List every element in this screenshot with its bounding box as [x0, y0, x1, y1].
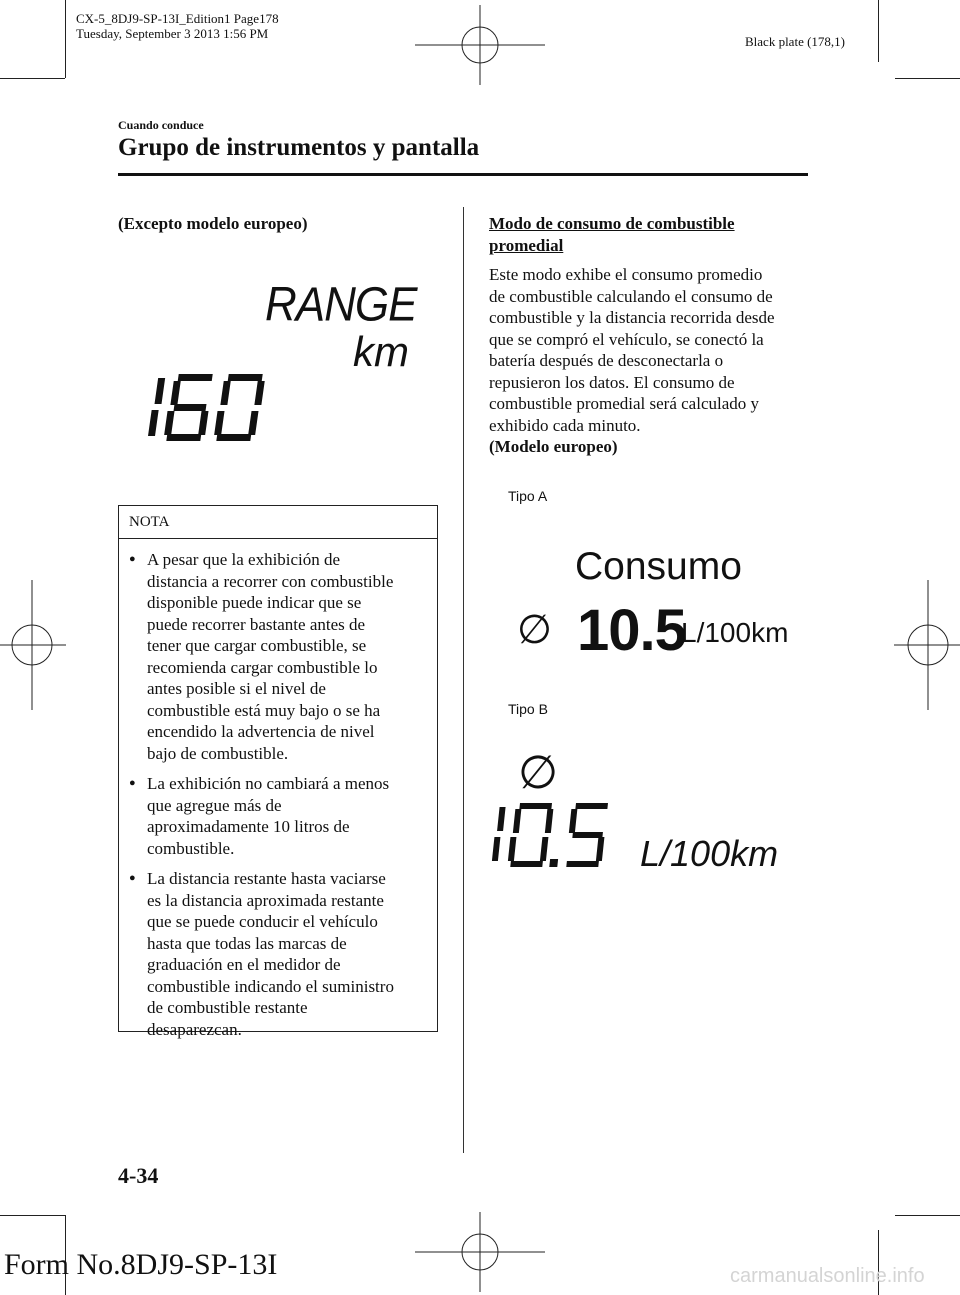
- registration-target-bottom: [415, 1212, 545, 1292]
- type-a-figure: [505, 545, 805, 675]
- type-b-value-segments: [490, 803, 640, 869]
- nota-box: [118, 505, 438, 1039]
- average-symbol-icon: ∅: [517, 608, 552, 652]
- nota-item: ● La exhibición no cambiará a menos que agregue más de aproximadamente 10 litros de combustible.: [129, 774, 390, 858]
- page-title: Grupo de instrumentos y pantalla: [118, 134, 480, 161]
- range-display-figure: [145, 277, 425, 455]
- left-heading: (Excepto modelo europeo): [118, 214, 308, 233]
- page-number: 4-34: [118, 1163, 159, 1188]
- type-a-label: Tipo A: [508, 488, 548, 504]
- right-paragraph: Este modo exhibe el consumo promedio de combustible calculando el consumo de combustible y la distancia recorrida desde que se compró el vehículo, se conectó la batería después de desconectarla o repusieron los datos. El consumo de combustible promedial será calculado y exhibido cada minuto. (Modelo europeo): [489, 265, 775, 456]
- average-symbol-icon: ∅: [518, 746, 559, 798]
- range-label: RANGE: [265, 277, 417, 332]
- column-divider: [463, 207, 464, 1153]
- plate-info: Black plate (178,1): [745, 34, 845, 49]
- registration-target-top: [415, 5, 545, 85]
- doc-info: [76, 11, 279, 41]
- nota-item: ● A pesar que la exhibición de distancia a recorrer con combustible disponible puede indicar que se puede recorrer bastante antes de tener que cargar combustible, se recomienda cargar combustible lo antes posible si el nivel de combustible está muy bajo o se ha encendido la advertencia de nivel bajo de combustible.: [129, 550, 394, 763]
- form-number: Form No.8DJ9-SP-13I: [4, 1248, 278, 1281]
- title-rule: [118, 173, 808, 176]
- range-value-segments: [145, 372, 275, 444]
- doc-info-line2: Tuesday, September 3 2013 1:56 PM: [76, 26, 269, 41]
- right-heading: Modo de consumo de combustible promedial: [489, 214, 735, 255]
- doc-info-line1: CX-5_8DJ9-SP-13I_Edition1 Page178: [76, 11, 279, 26]
- bullet-icon: ●: [129, 553, 136, 565]
- type-a-unit: L/100km: [681, 617, 789, 648]
- bullet-icon: ●: [129, 872, 136, 884]
- consumo-label: Consumo: [575, 545, 742, 588]
- type-b-figure: [490, 745, 800, 875]
- type-b-unit: L/100km: [640, 833, 779, 874]
- nota-list: [119, 549, 437, 1040]
- registration-target-left: [0, 580, 66, 710]
- type-b-label: Tipo B: [508, 701, 548, 717]
- type-a-value: 10.5: [577, 598, 686, 663]
- bullet-icon: ●: [129, 777, 136, 789]
- nota-item: ● La distancia restante hasta vaciarse es la distancia aproximada restante que se puede conducir el vehículo hasta que todas las marcas de graduación en el medidor de combustible indicando el suministro de combustible restante desaparezcan.: [129, 869, 394, 1039]
- section-label: Cuando conduce: [118, 118, 204, 132]
- nota-heading: NOTA: [119, 506, 437, 539]
- range-unit: km: [353, 328, 409, 375]
- registration-target-right: [894, 580, 960, 710]
- watermark: carmanualsonline.info: [730, 1265, 925, 1287]
